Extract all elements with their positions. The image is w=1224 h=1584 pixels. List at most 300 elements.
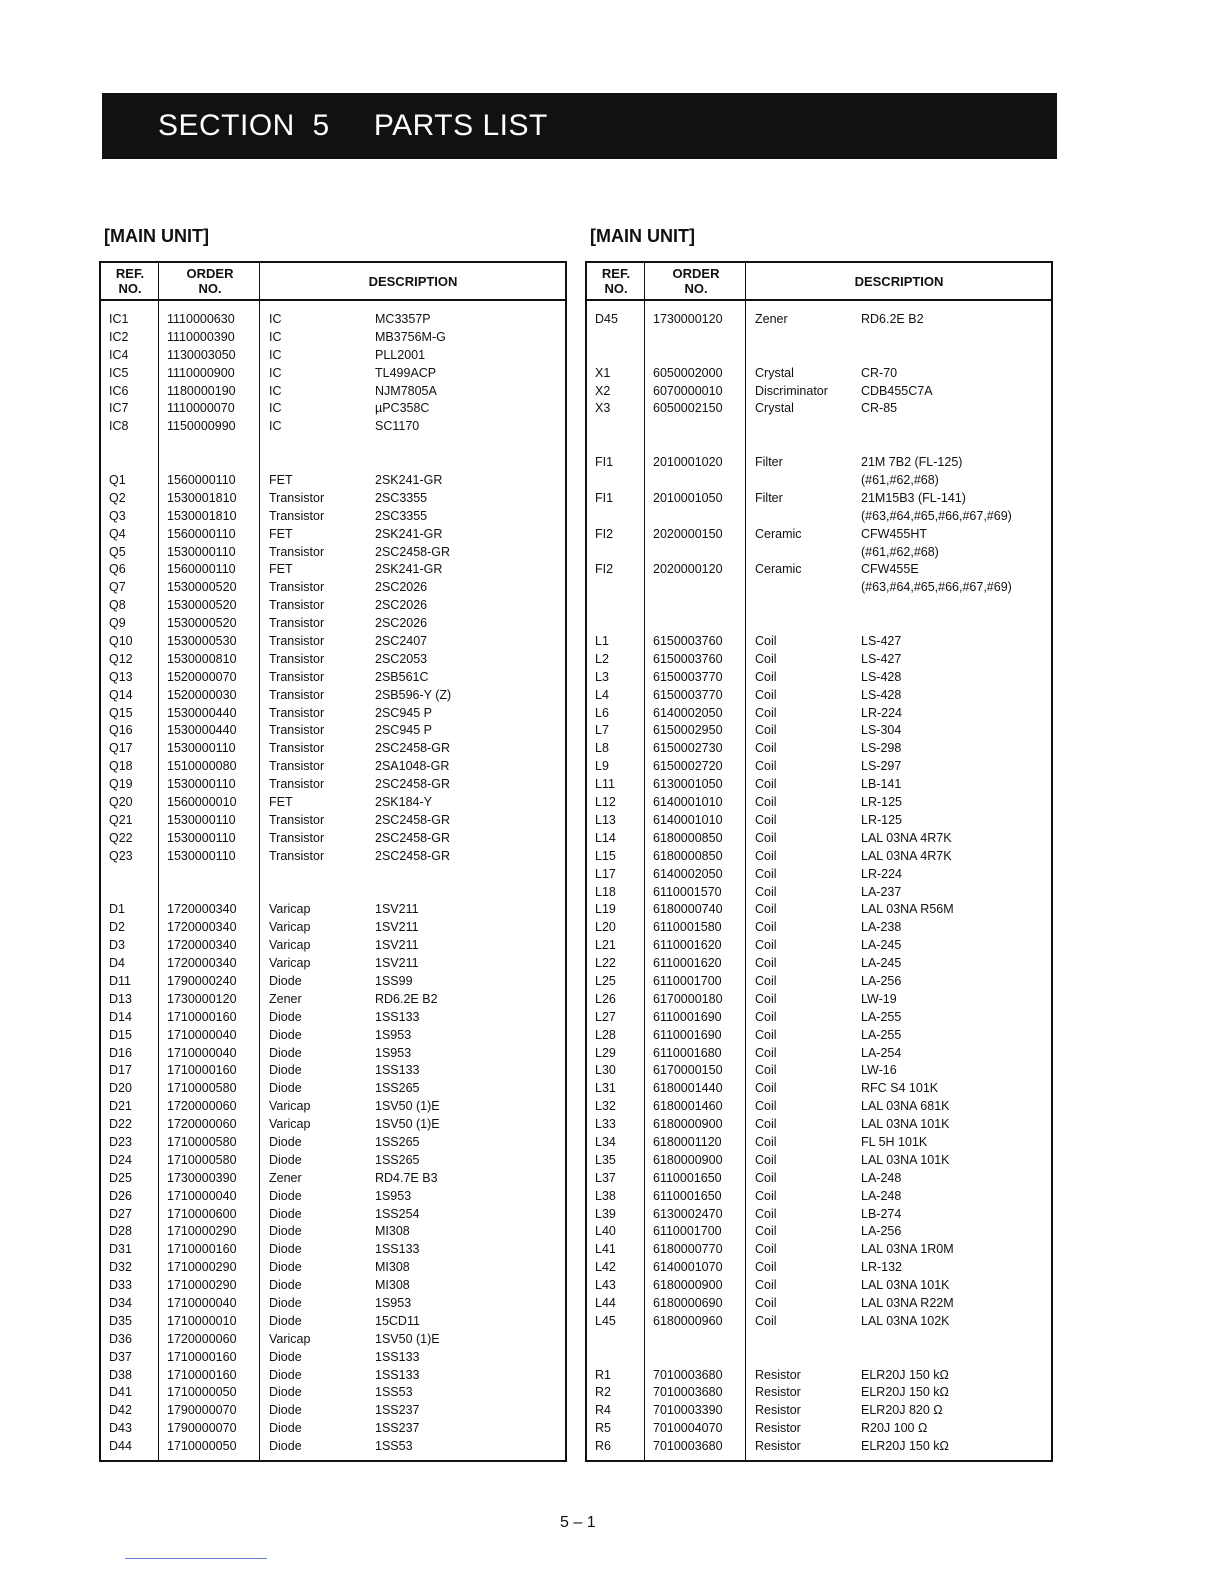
table-row — [587, 615, 1051, 633]
part-type: Transistor — [269, 508, 325, 523]
table-header — [101, 263, 565, 301]
ref-header-line1: REF. — [601, 266, 631, 281]
part-value: LS-304 — [861, 723, 902, 738]
part-type: Coil — [755, 1188, 777, 1203]
order-no: 6150003770 — [653, 669, 723, 684]
order-no: 1520000070 — [167, 669, 237, 684]
order-no: 6110001580 — [653, 920, 722, 935]
part-type: Transistor — [269, 759, 325, 774]
part-value: 1SS237 — [375, 1403, 420, 1418]
left-unit-title: [MAIN UNIT] — [104, 226, 209, 246]
ref-no: L17 — [595, 866, 616, 881]
table-row — [587, 651, 1051, 669]
part-value: 1SV50 (1)E — [375, 1331, 440, 1346]
order-no: 1110000900 — [167, 365, 235, 380]
part-type: Ceramic — [755, 562, 802, 577]
part-type: Coil — [755, 973, 777, 988]
part-value: CR-70 — [861, 365, 898, 380]
order-no: 1710000010 — [167, 1313, 237, 1328]
order-no: 1530000530 — [167, 634, 237, 649]
table-row — [101, 615, 565, 633]
ref-no: Q7 — [109, 580, 126, 595]
ref-no: Q9 — [109, 616, 126, 631]
part-type: Diode — [269, 1009, 302, 1024]
part-value: CR-85 — [861, 401, 898, 416]
order-no: 2010001020 — [653, 455, 723, 470]
part-value: 1SS265 — [375, 1081, 420, 1096]
table-row — [587, 436, 1051, 454]
part-value: 1SS53 — [375, 1385, 413, 1400]
part-type: Transistor — [269, 580, 325, 595]
part-value: 1SS133 — [375, 1063, 420, 1078]
order-no: 1150000990 — [167, 419, 236, 434]
table-row — [101, 758, 565, 776]
order-no: 6050002150 — [653, 401, 723, 416]
part-value: LA-238 — [861, 920, 902, 935]
table-row — [587, 472, 1051, 490]
part-type: Resistor — [755, 1385, 801, 1400]
part-type: Diode — [269, 1152, 302, 1167]
ref-header-line1: REF. — [115, 266, 145, 281]
part-value: CDB455C7A — [861, 383, 933, 398]
order-no: 1530001810 — [167, 490, 237, 505]
part-value: LA-245 — [861, 956, 902, 971]
part-type: Transistor — [269, 598, 325, 613]
order-no: 7010003680 — [653, 1439, 723, 1454]
order-no: 1560000010 — [167, 795, 237, 810]
table-row — [101, 1349, 565, 1367]
table-row — [101, 651, 565, 669]
part-value: ELR20J 150 kΩ — [861, 1385, 949, 1400]
part-value: 2SC3355 — [375, 490, 428, 505]
order-no: 6180000960 — [653, 1313, 723, 1328]
part-type: Diode — [269, 1045, 302, 1060]
order-no: 1530000110 — [167, 830, 236, 845]
ref-no: L20 — [595, 920, 616, 935]
part-type: Filter — [755, 490, 783, 505]
order-no: 1530000440 — [167, 705, 237, 720]
order-no: 7010003680 — [653, 1367, 723, 1382]
part-value: LAL 03NA 101K — [861, 1152, 950, 1167]
part-type: Coil — [755, 705, 777, 720]
part-type: IC — [269, 401, 282, 416]
part-type: Varicap — [269, 956, 311, 971]
order-no: 1530000520 — [167, 598, 237, 613]
part-type: Diode — [269, 1439, 302, 1454]
part-type: Coil — [755, 902, 777, 917]
ref-no: L26 — [595, 991, 616, 1006]
part-value: 1SV211 — [375, 956, 419, 971]
table-row — [587, 884, 1051, 902]
part-value: MI308 — [375, 1260, 410, 1275]
order-no: 1710000160 — [167, 1242, 237, 1257]
part-value: 1SV211 — [375, 902, 419, 917]
order-no: 1560000110 — [167, 562, 236, 577]
table-row — [587, 1116, 1051, 1134]
part-value: LB-274 — [861, 1206, 902, 1221]
order-no: 6150002720 — [653, 759, 723, 774]
table-row — [587, 1062, 1051, 1080]
table-body — [587, 311, 1051, 1456]
ref-no: L37 — [595, 1170, 616, 1185]
order-no: 2020000150 — [653, 526, 723, 541]
part-type: Coil — [755, 795, 777, 810]
part-type: Transistor — [269, 830, 325, 845]
table-row — [587, 1134, 1051, 1152]
table-row — [587, 311, 1051, 329]
table-row — [587, 1277, 1051, 1295]
ref-no: L31 — [595, 1081, 616, 1096]
order-no: 6170000180 — [653, 991, 723, 1006]
table-row — [587, 830, 1051, 848]
ref-no: L41 — [595, 1242, 616, 1257]
part-value: LA-237 — [861, 884, 902, 899]
part-type: Coil — [755, 848, 777, 863]
order-no-header — [645, 263, 747, 299]
order-no: 6150003760 — [653, 651, 723, 666]
ref-no: D25 — [109, 1170, 132, 1185]
part-type: IC — [269, 329, 282, 344]
ref-no: L12 — [595, 795, 616, 810]
ref-no: D4 — [109, 956, 125, 971]
order-no: 1730000120 — [167, 991, 237, 1006]
table-row — [587, 1349, 1051, 1367]
ref-no: L8 — [595, 741, 609, 756]
ref-no: Q13 — [109, 669, 133, 684]
ref-no: X3 — [595, 401, 611, 416]
ref-no: L34 — [595, 1134, 616, 1149]
part-value: LAL 03NA 102K — [861, 1313, 950, 1328]
part-type: IC — [269, 365, 282, 380]
part-type: Diode — [269, 1027, 302, 1042]
table-row — [101, 436, 565, 454]
table-row — [101, 1170, 565, 1188]
part-value: 1SS53 — [375, 1439, 413, 1454]
part-type: Varicap — [269, 1099, 311, 1114]
part-value: RFC S4 101K — [861, 1081, 939, 1096]
table-row — [101, 1331, 565, 1349]
order-no: 6110001700 — [653, 973, 722, 988]
table-row — [587, 579, 1051, 597]
ref-no: X2 — [595, 383, 611, 398]
part-value: 1SV50 (1)E — [375, 1099, 440, 1114]
order-no: 6180000740 — [653, 902, 723, 917]
ref-no: D14 — [109, 1009, 132, 1024]
ref-no: L19 — [595, 902, 616, 917]
ref-no: IC6 — [109, 383, 129, 398]
part-value: LR-125 — [861, 795, 902, 810]
part-type: FET — [269, 795, 293, 810]
ref-no: L29 — [595, 1045, 616, 1060]
ref-no: Q20 — [109, 795, 133, 810]
ref-no: R5 — [595, 1421, 611, 1436]
order-no: 1710000580 — [167, 1081, 237, 1096]
part-type: Diode — [269, 1188, 302, 1203]
table-row — [101, 1277, 565, 1295]
table-row — [101, 418, 565, 436]
table-row — [101, 1152, 565, 1170]
part-value: ELR20J 150 kΩ — [861, 1439, 949, 1454]
part-value: 1S953 — [375, 1027, 412, 1042]
part-value: 2SC2026 — [375, 616, 428, 631]
table-row — [587, 1152, 1051, 1170]
order-no: 6050002000 — [653, 365, 723, 380]
table-row — [587, 454, 1051, 472]
part-type: Transistor — [269, 723, 325, 738]
part-value: 2SC945 P — [375, 705, 432, 720]
part-type: Diode — [269, 1295, 302, 1310]
table-row — [101, 454, 565, 472]
table-row — [587, 955, 1051, 973]
part-value: 1SS254 — [375, 1206, 420, 1221]
ref-no: D1 — [109, 902, 125, 917]
part-value: 1SS265 — [375, 1152, 420, 1167]
order-no: 6150002950 — [653, 723, 723, 738]
part-type: Zener — [269, 991, 302, 1006]
order-no: 1790000070 — [167, 1403, 237, 1418]
ref-no: D11 — [109, 973, 132, 988]
table-row — [587, 866, 1051, 884]
table-row — [587, 1206, 1051, 1224]
order-no: 1710000290 — [167, 1278, 237, 1293]
table-row — [101, 848, 565, 866]
part-type: Coil — [755, 1206, 777, 1221]
part-type: Coil — [755, 1134, 777, 1149]
order-no: 6110001690 — [653, 1009, 722, 1024]
table-row — [587, 687, 1051, 705]
order-no: 6140002050 — [653, 705, 723, 720]
part-type: Coil — [755, 1152, 777, 1167]
ref-no: Q19 — [109, 777, 133, 792]
ref-no: Q2 — [109, 490, 126, 505]
order-no: 6180000690 — [653, 1295, 723, 1310]
part-value: 1SS265 — [375, 1134, 420, 1149]
table-row — [587, 1402, 1051, 1420]
part-type: Coil — [755, 1117, 777, 1132]
part-value: RD6.2E B2 — [861, 312, 924, 326]
part-type: Coil — [755, 1170, 777, 1185]
part-type: Transistor — [269, 490, 325, 505]
table-row — [101, 365, 565, 383]
part-value: LAL 03NA 101K — [861, 1278, 950, 1293]
table-row — [587, 794, 1051, 812]
ref-no: Q1 — [109, 473, 126, 488]
ref-no: L6 — [595, 705, 609, 720]
part-type: IC — [269, 347, 282, 362]
table-row — [101, 1134, 565, 1152]
part-value: 2SB561C — [375, 669, 429, 684]
part-type: Resistor — [755, 1421, 801, 1436]
part-value: (#63,#64,#65,#66,#67,#69) — [861, 580, 1012, 595]
order-no: 1720000060 — [167, 1117, 237, 1132]
part-value: LS-427 — [861, 634, 902, 649]
part-value: LW-19 — [861, 991, 897, 1006]
table-row — [101, 1438, 565, 1456]
ref-no: Q15 — [109, 705, 133, 720]
part-value: (#61,#62,#68) — [861, 473, 939, 488]
ref-no: D16 — [109, 1045, 132, 1060]
order-no: 1710000160 — [167, 1349, 237, 1364]
order-no: 1790000070 — [167, 1421, 237, 1436]
ref-no: L14 — [595, 830, 616, 845]
ref-no: Q18 — [109, 759, 133, 774]
part-value: LA-245 — [861, 938, 902, 953]
ref-no: D36 — [109, 1331, 132, 1346]
ref-no: R1 — [595, 1367, 611, 1382]
table-row — [101, 973, 565, 991]
part-type: IC — [269, 419, 282, 434]
order-no: 1710000040 — [167, 1045, 237, 1060]
table-row — [101, 919, 565, 937]
table-row — [101, 1295, 565, 1313]
part-value: LAL 03NA 681K — [861, 1099, 950, 1114]
order-no: 1110000070 — [167, 401, 235, 416]
part-value: LW-16 — [861, 1063, 897, 1078]
table-row — [101, 1259, 565, 1277]
part-value: LA-256 — [861, 1224, 902, 1239]
table-row — [101, 1367, 565, 1385]
part-value: LAL 03NA R22M — [861, 1295, 954, 1310]
part-value: 2SC2026 — [375, 580, 428, 595]
table-row — [101, 1313, 565, 1331]
part-value: LR-224 — [861, 705, 902, 720]
part-value: 1SV211 — [375, 938, 419, 953]
part-type: Discriminator — [755, 383, 828, 398]
part-type: Varicap — [269, 1331, 311, 1346]
table-row — [101, 347, 565, 365]
part-value: 1SS133 — [375, 1349, 420, 1364]
table-row — [101, 722, 565, 740]
part-type: Transistor — [269, 705, 325, 720]
part-type: FET — [269, 473, 293, 488]
part-value: CFW455E — [861, 562, 919, 577]
ref-no: L35 — [595, 1152, 616, 1167]
section-banner — [102, 93, 1057, 159]
ref-no: D15 — [109, 1027, 132, 1042]
part-value: 2SK184-Y — [375, 795, 432, 810]
ref-no: IC1 — [109, 312, 129, 326]
part-type: Diode — [269, 1403, 302, 1418]
order-no: 1180000190 — [167, 383, 236, 398]
ref-no: L4 — [595, 687, 609, 702]
ref-header-line2: NO. — [118, 281, 142, 296]
section-title: PARTS LIST — [373, 109, 548, 142]
table-row — [101, 579, 565, 597]
ref-no: FI2 — [595, 562, 614, 577]
part-type: Coil — [755, 991, 777, 1006]
table-row — [587, 1331, 1051, 1349]
part-value: µPC358C — [375, 401, 430, 416]
part-value: 2SC2053 — [375, 651, 428, 666]
part-type: Crystal — [755, 365, 794, 380]
part-type: Coil — [755, 1045, 777, 1060]
order-header-line1: ORDER — [186, 266, 234, 281]
part-type: Coil — [755, 669, 777, 684]
part-value: LR-132 — [861, 1260, 902, 1275]
ref-no: D38 — [109, 1367, 132, 1382]
order-no: 6110001650 — [653, 1170, 722, 1185]
part-type: Transistor — [269, 687, 325, 702]
part-type: Coil — [755, 866, 777, 881]
table-row — [101, 1027, 565, 1045]
order-no: 1710000050 — [167, 1385, 237, 1400]
part-value: 2SC2458-GR — [375, 777, 451, 792]
part-value: 21M15B3 (FL-141) — [861, 490, 966, 505]
table-row — [101, 383, 565, 401]
table-row — [587, 1009, 1051, 1027]
table-row — [587, 1045, 1051, 1063]
table-row — [101, 633, 565, 651]
ref-no: D31 — [109, 1242, 132, 1257]
part-value: TL499ACP — [375, 365, 437, 380]
order-no-header — [159, 263, 261, 299]
order-header-line2: NO. — [684, 281, 708, 296]
part-value: 1SS133 — [375, 1009, 420, 1024]
part-type: Transistor — [269, 669, 325, 684]
part-type: Coil — [755, 812, 777, 827]
part-type: Diode — [269, 1206, 302, 1221]
ref-no: D3 — [109, 938, 125, 953]
ref-no: L32 — [595, 1099, 616, 1114]
ref-no: D41 — [109, 1385, 132, 1400]
ref-no: D26 — [109, 1188, 132, 1203]
part-type: Coil — [755, 830, 777, 845]
order-no: 1130003050 — [167, 347, 236, 362]
ref-no: D33 — [109, 1278, 132, 1293]
part-value: FL 5H 101K — [861, 1134, 928, 1149]
order-no: 1560000110 — [167, 473, 236, 488]
ref-no: D32 — [109, 1260, 132, 1275]
description-header-label: DESCRIPTION — [854, 273, 944, 289]
ref-no: D17 — [109, 1063, 132, 1078]
part-value: LAL 03NA 4R7K — [861, 830, 952, 845]
part-value: 2SC2458-GR — [375, 544, 451, 559]
part-value: PLL2001 — [375, 347, 426, 362]
order-no: 1710000580 — [167, 1134, 237, 1149]
order-header-line2: NO. — [198, 281, 222, 296]
part-type: IC — [269, 312, 282, 326]
table-row — [101, 687, 565, 705]
part-type: Coil — [755, 938, 777, 953]
left-parts-table — [99, 261, 567, 1462]
order-no: 6180000770 — [653, 1242, 723, 1257]
part-value: 2SC945 P — [375, 723, 432, 738]
part-type: Coil — [755, 920, 777, 935]
ref-no: L3 — [595, 669, 609, 684]
ref-no: L30 — [595, 1063, 616, 1078]
order-no: 6110001650 — [653, 1188, 722, 1203]
ref-no: D45 — [595, 312, 618, 326]
ref-no: X1 — [595, 365, 611, 380]
part-value: 2SK241-GR — [375, 473, 443, 488]
table-row — [101, 508, 565, 526]
order-no: 6180000850 — [653, 848, 723, 863]
ref-no: IC5 — [109, 365, 129, 380]
ref-no: D35 — [109, 1313, 132, 1328]
ref-no: L18 — [595, 884, 616, 899]
part-value: LB-141 — [861, 777, 902, 792]
order-no: 7010004070 — [653, 1421, 723, 1436]
table-row — [101, 1098, 565, 1116]
part-type: Resistor — [755, 1367, 801, 1382]
table-row — [101, 400, 565, 418]
table-row — [587, 1098, 1051, 1116]
part-value: LS-428 — [861, 669, 902, 684]
part-value: 2SC2458-GR — [375, 848, 451, 863]
part-value: RD6.2E B2 — [375, 991, 438, 1006]
part-value: RD4.7E B3 — [375, 1170, 438, 1185]
ref-no: FI1 — [595, 455, 614, 470]
